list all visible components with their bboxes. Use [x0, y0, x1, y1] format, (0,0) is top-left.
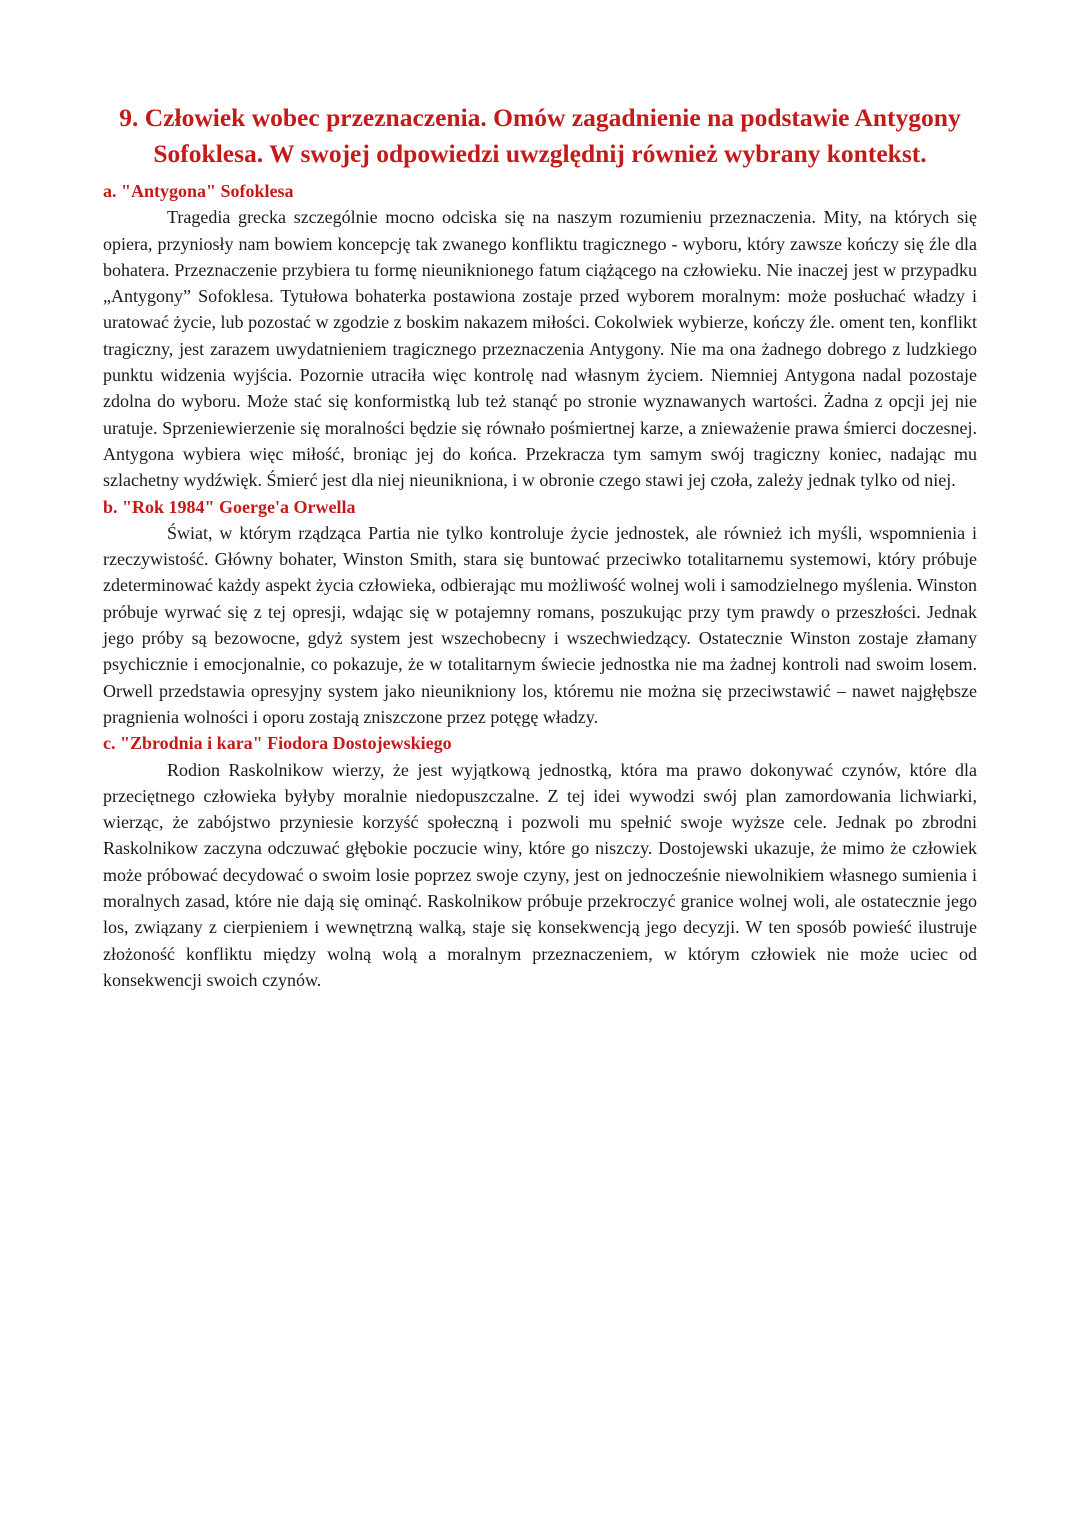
section-paragraph: Rodion Raskolnikow wierzy, że jest wyjątkową jednostką, która ma prawo dokonywać czynów, które dla przeciętnego człowieka byłyby moralnie niedopuszczalne. Z tej idei wywodzi swój plan zamordowania lichwiarki, wierząc, że zabójstwo przyniesie korzyść społeczną i pozwoli mu spełnić swoje wyższe cele. Jednak po zbrodni Raskolnikow zaczyna odczuwać głębokie poczucie winy, które go niszczy. Dostojewski ukazuje, że mimo że człowiek może próbować decydować o swoim losie poprzez swoje czyny, jest on jednocześnie niewolnikiem własnego sumienia i moralnych zasad, które nie dają się ominąć. Raskolnikow próbuje przekroczyć granice wolnej woli, ale ostatecznie jego los, związany z cierpieniem i wewnętrzną walką, staje się konsekwencją jego decyzji. W ten sposób powieść ilustruje złożoność konfliktu między wolną wolą a moralnym przeznaczeniem, w którym człowiek nie może uciec od konsekwencji swoich czynów. — [103, 759, 977, 990]
document-page — [103, 100, 977, 993]
section-zbrodnia-i-kara — [103, 730, 977, 993]
section-heading: c. "Zbrodnia i kara" Fiodora Dostojewskiego — [103, 733, 452, 754]
section-paragraph: Świat, w którym rządząca Partia nie tylko kontroluje życie jednostek, ale również ich myśli, wspomnienia i rzeczywistość. Główny bohater, Winston Smith, stara się buntować przeciwko totalitarnemu systemowi, który próbuje zdeterminować każdy aspekt życia człowieka, odbierając mu możliwość wolnej woli i samodzielnego myślenia. Winston próbuje wyrwać się z tej opresji, wdając się w potajemny romans, poszukując przy tym prawdy o przeszłości. Jednak jego próby są bezowocne, gdyż system jest wszechobecny i wszechwiedzący. Ostatecznie Winston zostaje złamany psychicznie i emocjonalnie, co pokazuje, że w totalitarnym świecie jednostka nie ma żadnej kontroli nad swoim losem. Orwell przedstawia opresyjny system jako nieunikniony los, któremu nie można się przeciwstawić – nawet najgłębsze pragnienia wolności i oporu zostają zniszczone przez potęgę władzy. — [103, 522, 977, 727]
section-rok-1984 — [103, 494, 977, 731]
section-antygona — [103, 178, 977, 494]
section-heading: a. "Antygona" Sofoklesa — [103, 181, 294, 201]
document-title: 9. Człowiek wobec przeznaczenia. Omów zagadnienie na podstawie Antygony Sofoklesa. W swojej odpowiedzi uwzględnij również wybrany kontekst. — [119, 103, 961, 168]
section-paragraph: Tragedia grecka szczególnie mocno odciska się na naszym rozumieniu przeznaczenia. Mity, na których się opiera, przyniosły nam bowiem koncepcję tak zwanego konfliktu tragicznego - wyboru, który zawsze kończy się źle dla bohatera. Przeznaczenie przybiera tu formę nieuniknionego fatum ciążącego na człowieku. Nie inaczej jest w przypadku „Antygony” Sofoklesa. Tytułowa bohaterka postawiona zostaje przed wyborem moralnym: może posłuchać władzy i uratować życie, lub pozostać w zgodzie z boskim nakazem miłości. Cokolwiek wybierze, kończy źle. oment ten, konflikt tragiczny, jest zarazem uwydatnieniem tragicznego przeznaczenia Antygony. Nie ma ona żadnego dobrego z ludzkiego punktu widzenia wyjścia. Pozornie utraciła więc kontrolę nad własnym życiem. Niemniej Antygona nadal pozostaje zdolna do wyboru. Może stać się konformistką lub też stanąć po stronie wyznawanych wartości. Żadna z opcji jej nie uratuje. Sprzeniewierzenie się moralności będzie się równało pośmiertnej karze, a znieważenie prawa śmierci doczesnej. Antygona wybiera więc miłość, broniąc jej do końca. Przekracza tym samym swój tragiczny koniec, nadając mu szlachetny wydźwięk. Śmierć jest dla niej nieunikniona, i w obronie czego stawi jej czoła, zależy jednak tylko od niej. — [103, 207, 977, 491]
section-heading: b. "Rok 1984" Goerge'a Orwella — [103, 496, 356, 517]
